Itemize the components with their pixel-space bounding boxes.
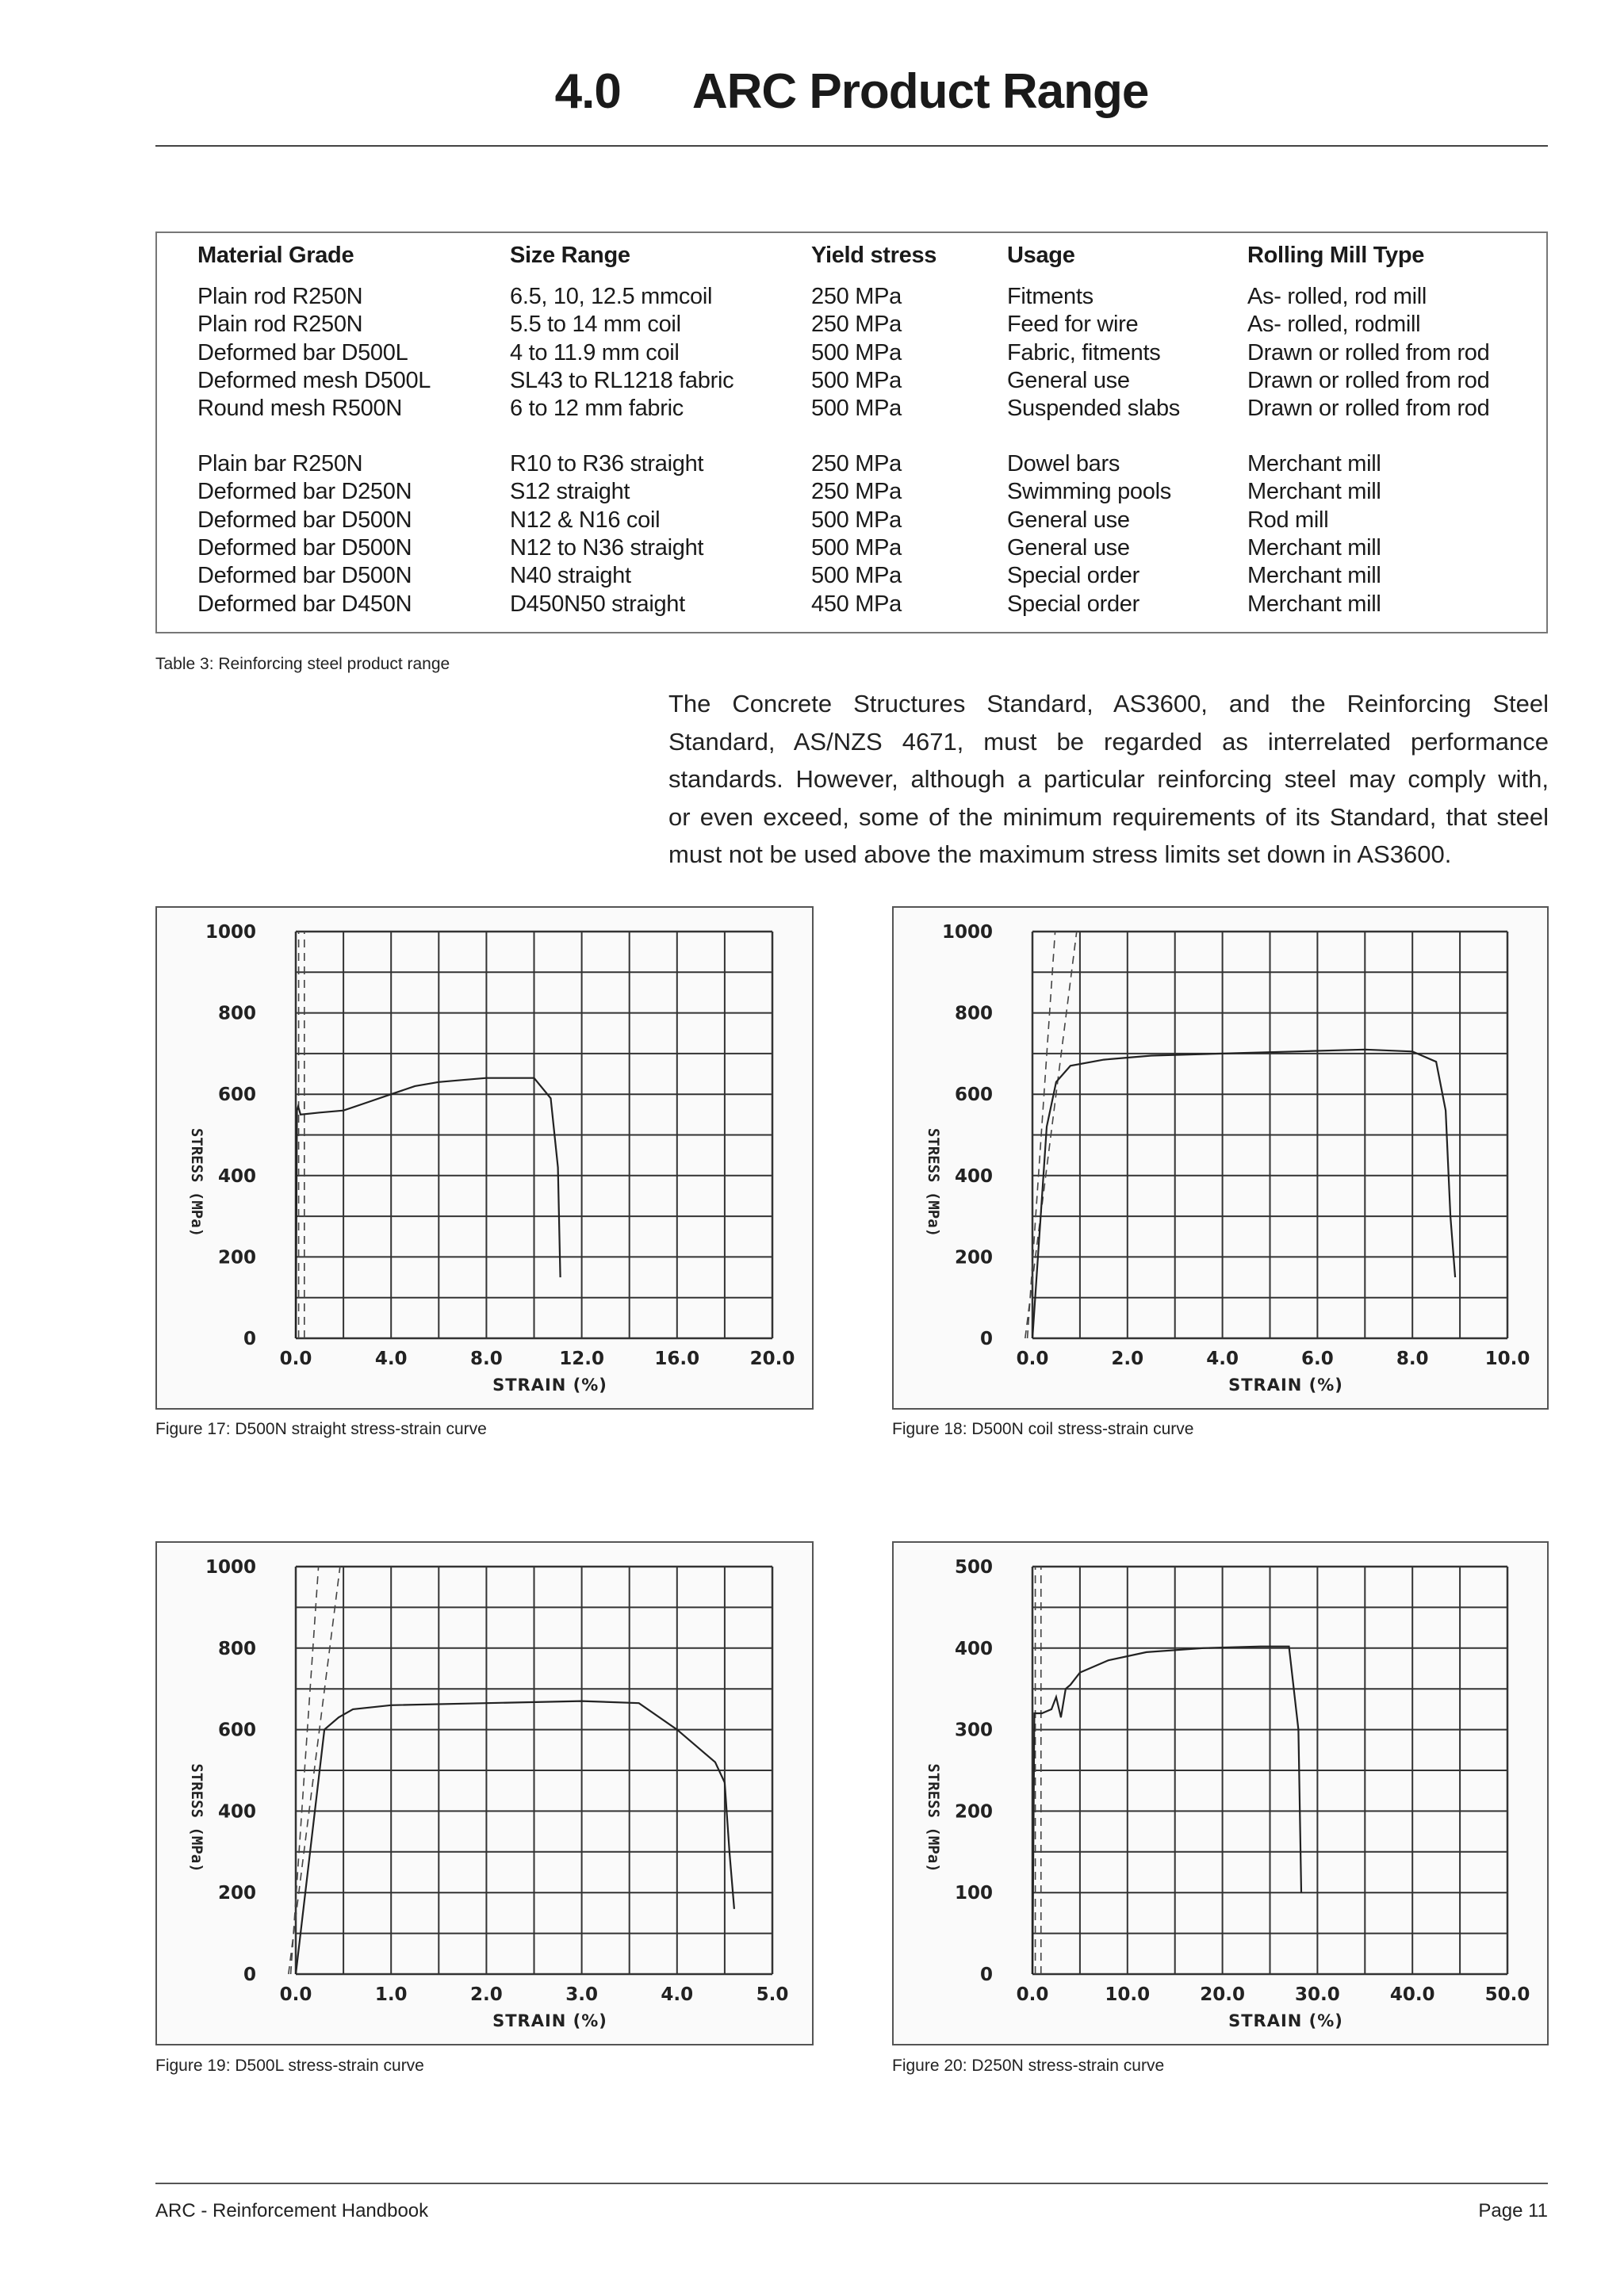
y-tick-label: 500 (954, 1557, 993, 1578)
table-cell: 450 MPa (811, 591, 902, 617)
section-title: ARC Product Range (691, 64, 1149, 119)
x-tick-label: 2.0 (470, 1984, 503, 2005)
table-cell: N40 straight (510, 563, 631, 589)
table-cell: Drawn or rolled from rod (1247, 339, 1490, 365)
table-cell: Swimming pools (1007, 479, 1171, 505)
paragraph-line: Standard, AS/NZS 4671, must be regarded as interrelated performance (668, 727, 1549, 756)
table-cell: Rod mill (1247, 507, 1329, 533)
table-cell: Special order (1007, 563, 1139, 589)
table-cell: Drawn or rolled from rod (1247, 396, 1490, 422)
x-tick-label: 1.0 (374, 1984, 408, 2005)
y-tick-label: 400 (217, 1801, 256, 1823)
table-cell: N12 & N16 coil (510, 507, 661, 533)
table-header-cell: Size Range (510, 243, 630, 268)
y-tick-label: 300 (954, 1720, 993, 1741)
body-paragraph (668, 685, 1549, 874)
y-tick-label: 0 (243, 1965, 256, 1985)
table-cell: General use (1007, 534, 1130, 561)
table-cell: 4 to 11.9 mm coil (510, 339, 680, 365)
heading-rule (155, 145, 1548, 147)
x-tick-label: 10.0 (1105, 1984, 1151, 2005)
x-tick-label: 12.0 (559, 1349, 604, 1369)
table-cell: 5.5 to 14 mm coil (510, 312, 681, 338)
x-tick-label: 5.0 (756, 1984, 789, 2005)
table-cell: Plain rod R250N (197, 284, 363, 309)
paragraph-line: The Concrete Structures Standard, AS3600, and the Reinforcing Steel (668, 690, 1549, 718)
table-cell: Deformed bar D500N (197, 563, 412, 589)
table-cell: 500 MPa (811, 339, 902, 365)
stress-strain-curve (1032, 1647, 1301, 1974)
table-cell: 500 MPa (811, 367, 902, 393)
y-tick-label: 600 (217, 1720, 256, 1741)
figure-17-caption: Figure 17: D500N straight stress-strain curve (155, 1420, 487, 1438)
stress-strain-curve (1032, 1050, 1455, 1338)
table-header-cell: Yield stress (811, 243, 937, 268)
table-caption: Table 3: Reinforcing steel product range (155, 655, 450, 673)
section-number: 4.0 (554, 64, 621, 119)
y-tick-label: 600 (954, 1085, 993, 1106)
table-cell: Fabric, fitments (1007, 339, 1161, 365)
table-cell: Plain bar R250N (197, 451, 363, 476)
table-cell: 500 MPa (811, 563, 902, 589)
table-cell: Dowel bars (1007, 451, 1120, 476)
table-cell: Merchant mill (1247, 591, 1381, 617)
table-cell: 250 MPa (811, 312, 902, 338)
table-header-cell: Material Grade (197, 243, 354, 268)
x-tick-label: 4.0 (1206, 1349, 1239, 1369)
figure-19-chart (155, 1541, 814, 2045)
table-cell: Merchant mill (1247, 451, 1381, 476)
y-tick-label: 1000 (205, 1557, 256, 1578)
y-tick-label: 400 (954, 1638, 993, 1659)
table-cell: Merchant mill (1247, 563, 1381, 589)
section-heading (155, 63, 1548, 135)
table-cell: N12 to N36 straight (510, 534, 704, 561)
table-cell: As- rolled, rod mill (1247, 284, 1427, 309)
y-tick-label: 800 (217, 1638, 256, 1659)
table-cell: Plain rod R250N (197, 312, 363, 338)
x-tick-label: 4.0 (374, 1349, 408, 1369)
x-tick-label: 0.0 (279, 1349, 312, 1369)
x-axis-label: STRAIN (%) (1228, 1376, 1343, 1395)
table-cell: 250 MPa (811, 284, 902, 309)
y-tick-label: 600 (217, 1085, 256, 1106)
table-cell: Suspended slabs (1007, 396, 1180, 422)
stress-strain-curve (296, 1078, 561, 1338)
footer-page-number: Page 11 (1478, 2200, 1548, 2221)
y-axis-label: STRESS (MPa) (188, 1127, 205, 1238)
x-tick-label: 0.0 (1016, 1984, 1049, 2005)
table-cell: S12 straight (510, 479, 630, 505)
table-cell: General use (1007, 507, 1130, 533)
table-cell: 250 MPa (811, 479, 902, 505)
table-cell: Fitments (1007, 284, 1094, 309)
chart-svg (894, 1543, 1547, 2044)
table-cell: General use (1007, 367, 1130, 393)
chart-svg (157, 908, 812, 1408)
table-cell: Deformed bar D250N (197, 479, 412, 505)
figure-20-caption: Figure 20: D250N stress-strain curve (892, 2057, 1165, 2075)
table-cell: Deformed bar D450N (197, 591, 412, 617)
y-tick-label: 0 (979, 1965, 993, 1985)
table-cell: 6 to 12 mm fabric (510, 396, 684, 422)
figure-17-chart (155, 906, 814, 1410)
y-axis-label: STRESS (MPa) (925, 1763, 942, 1873)
table-cell: 500 MPa (811, 396, 902, 422)
table-header-cell: Usage (1007, 243, 1075, 268)
x-tick-label: 50.0 (1484, 1984, 1530, 2005)
paragraph-line: must not be used above the maximum stress limits set down in AS3600. (668, 840, 1452, 868)
footer-rule (155, 2183, 1548, 2184)
table-header-cell: Rolling Mill Type (1247, 243, 1425, 268)
x-tick-label: 2.0 (1111, 1349, 1144, 1369)
table-cell: Merchant mill (1247, 534, 1381, 561)
y-tick-label: 1000 (941, 922, 993, 943)
table-cell: Merchant mill (1247, 479, 1381, 505)
chart-svg (157, 1543, 812, 2044)
figure-18-chart (892, 906, 1549, 1410)
x-axis-label: STRAIN (%) (492, 2011, 607, 2030)
table-cell: 250 MPa (811, 451, 902, 476)
x-tick-label: 3.0 (565, 1984, 598, 2005)
table-cell: Deformed bar D500N (197, 534, 412, 561)
table-cell: D450N50 straight (510, 591, 685, 617)
table-cell: Feed for wire (1007, 312, 1139, 338)
x-tick-label: 8.0 (470, 1349, 503, 1369)
x-tick-label: 20.0 (1200, 1984, 1245, 2005)
table-cell: Round mesh R500N (197, 396, 402, 422)
table-cell: As- rolled, rodmill (1247, 312, 1421, 338)
table-cell: Special order (1007, 591, 1139, 617)
table-cell: 6.5, 10, 12.5 mmcoil (510, 284, 713, 309)
table-cell: SL43 to RL1218 fabric (510, 367, 734, 393)
x-tick-label: 4.0 (661, 1984, 694, 2005)
y-tick-label: 100 (954, 1883, 993, 1904)
table-cell: 500 MPa (811, 507, 902, 533)
y-tick-label: 800 (954, 1003, 993, 1024)
x-tick-label: 8.0 (1396, 1349, 1429, 1369)
table-cell: Deformed bar D500N (197, 507, 412, 533)
figure-18-caption: Figure 18: D500N coil stress-strain curve (892, 1420, 1194, 1438)
x-tick-label: 10.0 (1484, 1349, 1530, 1369)
x-tick-label: 30.0 (1295, 1984, 1340, 2005)
y-axis-label: STRESS (MPa) (925, 1127, 942, 1238)
y-tick-label: 200 (954, 1247, 993, 1269)
figure-20-chart (892, 1541, 1549, 2045)
paragraph-line: standards. However, although a particular reinforcing steel may comply with, (668, 765, 1549, 793)
y-tick-label: 1000 (205, 922, 256, 943)
paragraph-line: or even exceed, some of the minimum requirements of its Standard, that steel (668, 802, 1549, 831)
x-tick-label: 0.0 (279, 1984, 312, 2005)
y-tick-label: 200 (217, 1883, 256, 1904)
x-tick-label: 0.0 (1016, 1349, 1049, 1369)
figure-19-caption: Figure 19: D500L stress-strain curve (155, 2057, 424, 2075)
y-axis-label: STRESS (MPa) (188, 1763, 205, 1873)
x-tick-label: 40.0 (1389, 1984, 1435, 2005)
y-tick-label: 200 (954, 1801, 993, 1823)
footer-left: ARC - Reinforcement Handbook (155, 2200, 429, 2221)
table-cell: Deformed mesh D500L (197, 367, 431, 393)
chart-svg (894, 908, 1547, 1408)
x-tick-label: 20.0 (749, 1349, 795, 1369)
y-tick-label: 0 (243, 1329, 256, 1349)
table-cell: Deformed bar D500L (197, 339, 408, 365)
y-tick-label: 800 (217, 1003, 256, 1024)
x-tick-label: 6.0 (1301, 1349, 1334, 1369)
table-cell: Drawn or rolled from rod (1247, 367, 1490, 393)
y-tick-label: 400 (217, 1165, 256, 1187)
x-tick-label: 16.0 (654, 1349, 700, 1369)
y-tick-label: 200 (217, 1247, 256, 1269)
x-axis-label: STRAIN (%) (492, 1376, 607, 1395)
table-cell: 500 MPa (811, 534, 902, 561)
table-cell: R10 to R36 straight (510, 451, 704, 476)
y-tick-label: 400 (954, 1165, 993, 1187)
y-tick-label: 0 (979, 1329, 993, 1349)
x-axis-label: STRAIN (%) (1228, 2011, 1343, 2030)
